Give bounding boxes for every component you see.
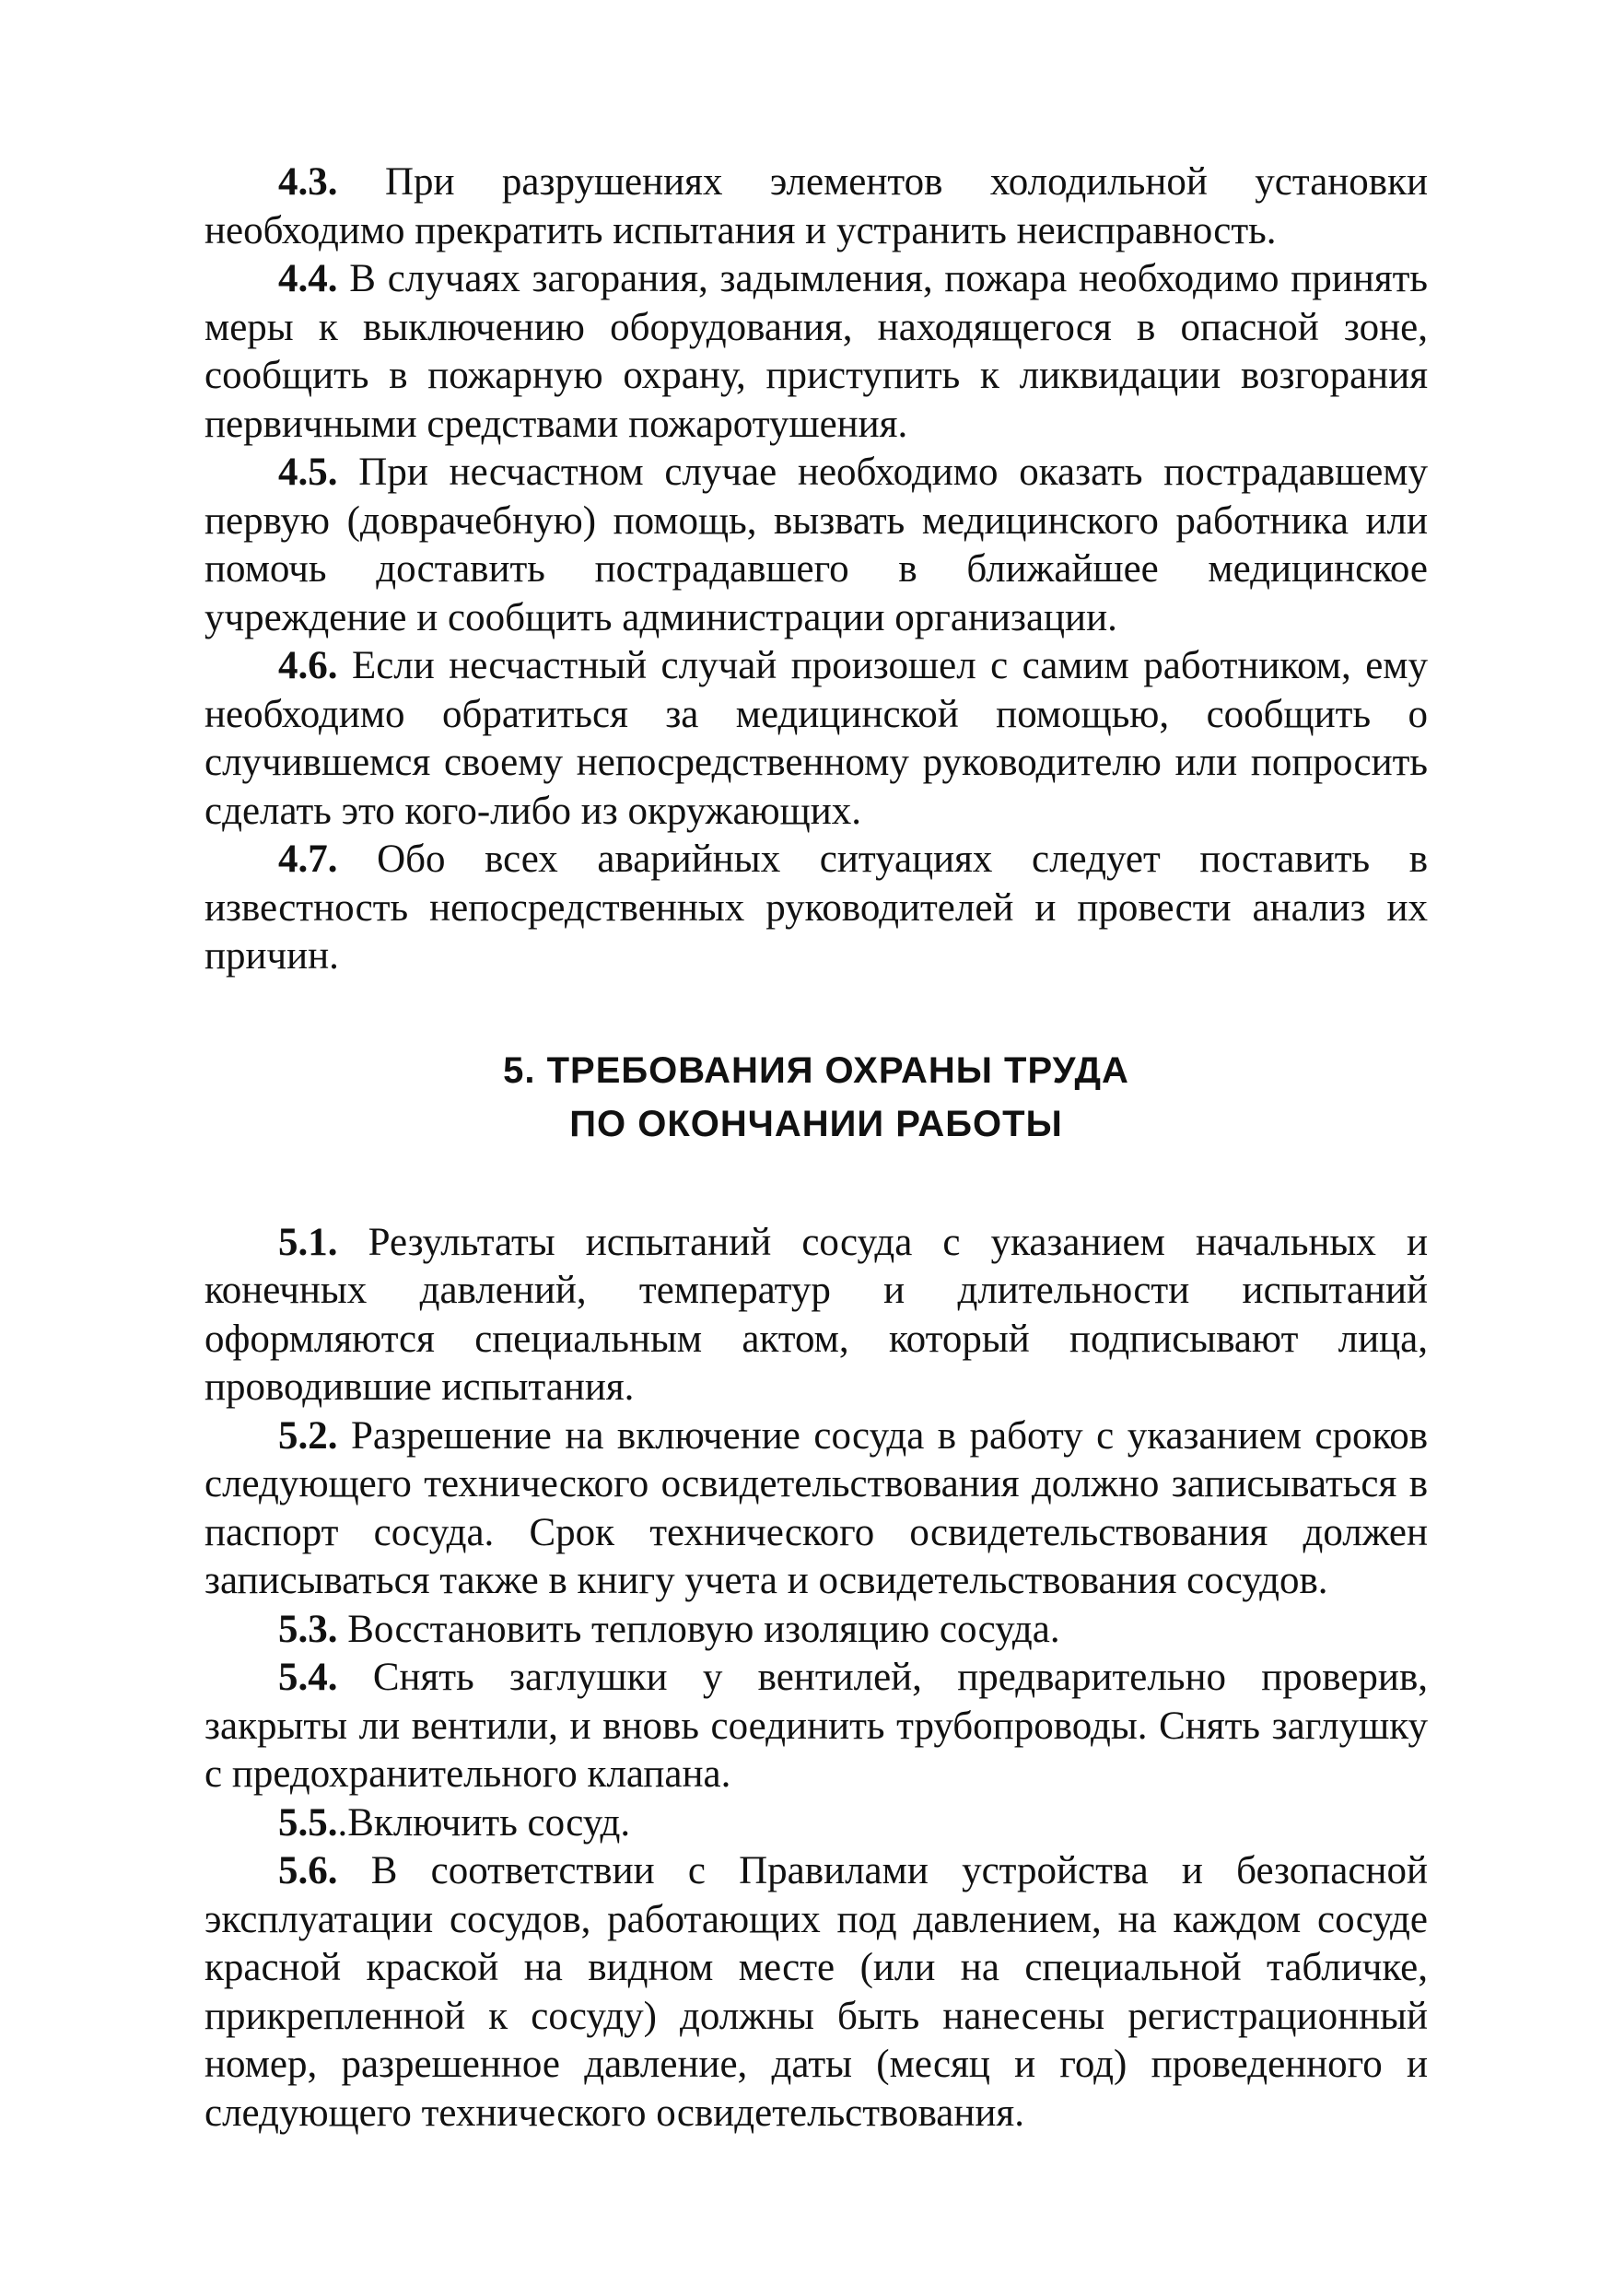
paragraph-5-5 bbox=[204, 1799, 1428, 1848]
paragraph-4-4 bbox=[204, 255, 1428, 449]
paragraph-5-4 bbox=[204, 1654, 1428, 1799]
paragraph-4-7 bbox=[204, 836, 1428, 981]
page-content bbox=[204, 158, 1428, 2138]
item-text: В соответствии с Правилами устройства и безопасной эксплуатации сосудов, работающих под давлением, на каждом сосуде красной краской на видном месте (или на специальной табличке, прикрепленной к сосуду) должны быть нанесены регистрационный номер, разрешенное давление, даты (месяц и год) проведенного и следующего технического освидетельствования. bbox=[204, 1849, 1428, 2135]
item-text: При разрушениях элементов холодильной установки необходимо прекратить испытания и устранить неисправность. bbox=[204, 160, 1429, 252]
item-text: В случаях загорания, задымления, пожара необходимо принять меры к выключению оборудования, находящегося в опасной зоне, сообщить в пожарную охрану, приступить к ликвидации возгорания первичными средствами пожаротушения. bbox=[204, 257, 1429, 446]
item-number: 5.5. bbox=[278, 1800, 338, 1845]
item-text: Результаты испытаний сосуда с указанием начальных и конечных давлений, температур и длительности испытаний оформляются специальным актом, который подписывают лица, проводившие испытания. bbox=[204, 1220, 1429, 1409]
paragraph-4-3 bbox=[204, 158, 1428, 255]
item-number: 5.3. bbox=[278, 1607, 338, 1651]
item-number: 5.6. bbox=[278, 1849, 338, 1892]
item-number: 4.4. bbox=[278, 257, 338, 300]
paragraph-5-3 bbox=[204, 1606, 1428, 1655]
paragraph-5-2 bbox=[204, 1412, 1428, 1606]
paragraph-4-6 bbox=[204, 642, 1428, 836]
item-text: Если несчастный случай произошел с самим работником, ему необходимо обратиться за медицинской помощью, сообщить о случившемся своему непосредственному руководителю или попросить сделать это кого-либо из окружающих. bbox=[204, 644, 1429, 833]
heading-line-2: ПО ОКОНЧАНИИ РАБОТЫ bbox=[569, 1103, 1063, 1144]
item-number: 4.6. bbox=[278, 644, 338, 687]
section-heading bbox=[204, 1044, 1428, 1151]
item-number: 4.3. bbox=[278, 160, 338, 204]
item-number: 4.5. bbox=[278, 451, 338, 494]
paragraph-5-1 bbox=[204, 1219, 1428, 1412]
item-text: При несчастном случае необходимо оказать пострадавшему первую (доврачебную) помощь, вызвать медицинского работника или помочь доставить пострадавшего в ближайшее медицинское учреждение и сообщить администрации организации. bbox=[204, 451, 1429, 639]
item-text: Снять заглушки у вентилей, предварительно проверив, закрыты ли вентили, и вновь соединить трубопроводы. Снять заглушку с предохранительного клапана. bbox=[204, 1656, 1428, 1796]
item-text: Разрешение на включение сосуда в работу с указанием сроков следующего технического освидетельствования должно записываться в паспорт сосуда. Срок технического освидетельствования должен записываться также в книгу учета и освидетельствования сосудов. bbox=[204, 1413, 1429, 1602]
paragraph-5-6 bbox=[204, 1847, 1428, 2138]
item-number: 5.1. bbox=[278, 1220, 338, 1264]
item-text: Обо всех аварийных ситуациях следует поставить в известность непосредственных руководителей и провести анализ их причин. bbox=[204, 838, 1429, 978]
item-text: .Включить сосуд. bbox=[337, 1800, 631, 1845]
item-number: 5.4. bbox=[278, 1656, 338, 1699]
item-text: Восстановить тепловую изоляцию сосуда. bbox=[347, 1607, 1060, 1651]
item-number: 4.7. bbox=[278, 838, 338, 881]
paragraph-4-5 bbox=[204, 449, 1428, 642]
item-number: 5.2. bbox=[278, 1413, 338, 1458]
heading-line-1: 5. ТРЕБОВАНИЯ ОХРАНЫ ТРУДА bbox=[503, 1049, 1129, 1091]
